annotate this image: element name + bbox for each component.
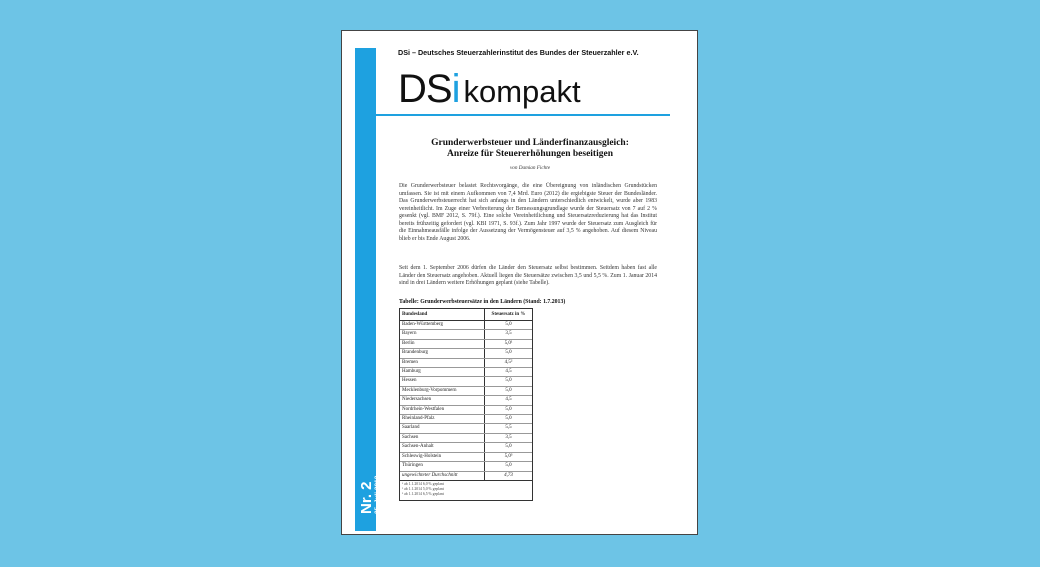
issue-number: Nr. 2 [358,481,375,514]
table-row: Hamburg 4,5 [400,368,532,377]
article-title: Grunderwerbsteuer und Länderfinanzausgleich: Anreize für Steuererhöhungen beseitigen [431,138,629,159]
issue-label [359,476,382,514]
table-row: Sachsen-Anhalt 5,0 [400,443,532,452]
masthead-dsi: DSi [398,67,460,111]
table-row: Thüringen 5,0 [400,462,532,471]
footnote: ³ ab 1.1.2014 6,5 % geplant [402,491,444,496]
footnote: ² ab 1.1.2014 5,0 % geplant [402,486,444,491]
column-header-state: Bundesland [400,309,485,321]
table-row: Bremen 4,5² [400,358,532,367]
masthead-kompakt: kompakt [463,74,581,109]
article-author: von Damian Fichte [509,165,551,171]
article-paragraph-2: Seit dem 1. September 2006 dürfen die Länder den Steuersatz selbst bestimmen. Seitdem haben fast alle Länder den Steuersatz angehoben. Aktuell liegen die Steuersätze zwischen 3,5 und 5,5 %. Zum 1. Januar 2014 sind in drei Ländern weitere Erhöhungen geplant (siehe Tabelle). [399,265,657,287]
column-header-rate: Steuersatz in % [485,309,533,321]
table-caption: Tabelle: Grunderwerbsteuersätze in den Ländern (Stand: 1.7.2013) [399,299,566,305]
issue-date: 25. Juli 2013 [374,475,381,514]
table-row: Nordrhein-Westfalen 5,0 [400,405,532,414]
table-row: Mecklenburg-Vorpommern 5,0 [400,386,532,395]
tax-rate-table [399,308,533,501]
table-average-row: ungewichteter Durchschnitt 4,73 [400,471,532,480]
table-row: Brandenburg 5,0 [400,349,532,358]
organization-name: DSi – Deutsches Steuerzahlerinstitut des Bundes der Steuerzahler e.V. [398,48,639,57]
document-page [341,30,698,535]
table-header-row [400,309,532,321]
article-paragraph-1: Die Grunderwerbsteuer belastet Rechtsvorgänge, die eine Übereignung von inländischen Grundstücken umfassen. Sie ist mit einem Aufkommen von 7,4 Mrd. Euro (2012) die ergiebigste Steuer der Bundesländer. Das Grunderwerbsteuerrecht hat sich anfangs in den Ländern unterschiedlich entwickelt, wurde aber 1983 vereinheitlicht. Im Zuge einer Verbreiterung der Bemessungsgrundlage wurde der Steuersatz von 7 auf 2 % gesenkt (vgl. BMF 2012, S. 79f.). Eine solche Vereinheitlichung und Steuersatzreduzierung hat das Institut bereits frühzeitig gefordert (vgl. KBI 1971, S. 93f.). Zum Jahr 1997 wurde der Steuersatz zum Ausgleich für die Einnahmeausfälle infolge der Aussetzung der Vermögensteuer auf 3,5 % angehoben. Auf diesem Niveau blieb er bis Ende August 2006. [399,183,657,242]
sidebar-accent-bar [355,48,376,531]
table-row: Bayern 3,5 [400,330,532,339]
masthead-logo [398,69,581,109]
footnote: ¹ ab 1.1.2014 6,0 % geplant [402,481,444,486]
table-row: Sachsen 3,5 [400,433,532,442]
table-row: Schleswig-Holstein 5,0³ [400,452,532,461]
table-row: Saarland 5,5 [400,424,532,433]
table-row: Berlin 5,0¹ [400,339,532,348]
table-row: Baden-Württemberg 5,0 [400,321,532,330]
masthead-rule [376,114,670,116]
table-row: Hessen 5,0 [400,377,532,386]
table-row: Niedersachsen 4,5 [400,396,532,405]
table-row: Rheinland-Pfalz 5,0 [400,415,532,424]
table-footnotes [400,481,532,500]
